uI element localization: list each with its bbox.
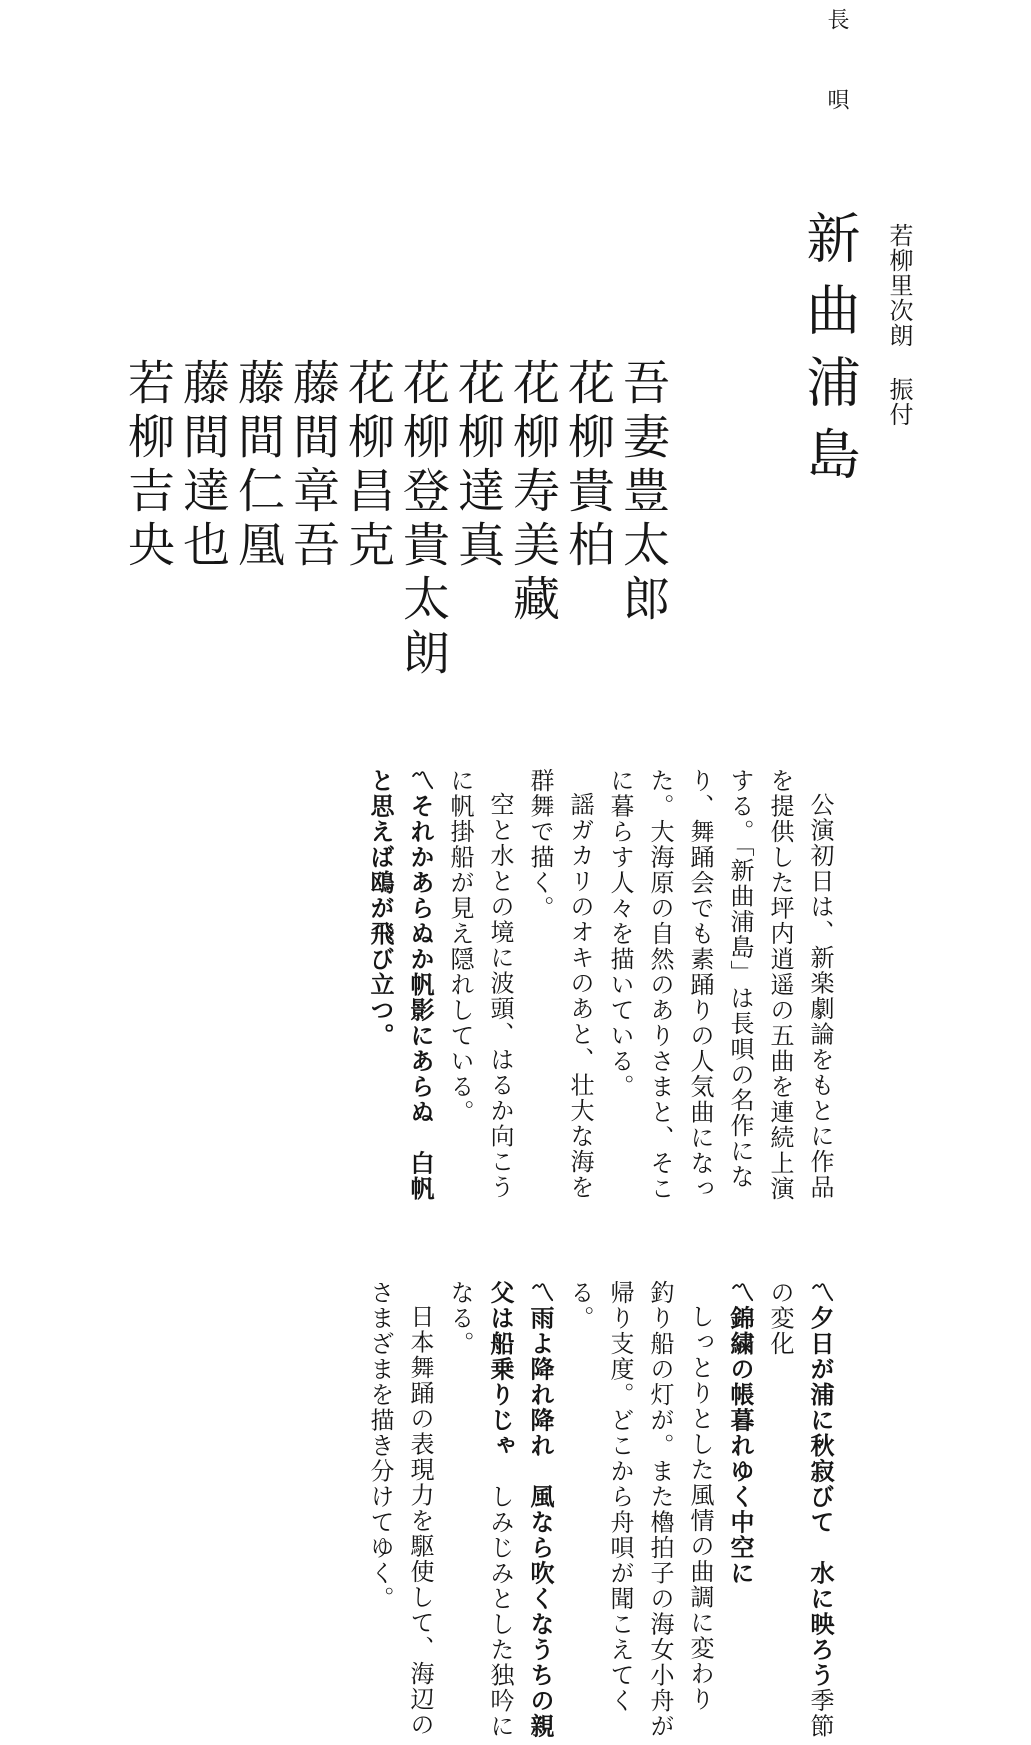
performer-name: 吾妻豊太郎: [615, 358, 670, 628]
performer-name: 花柳登貴太朗: [395, 358, 450, 682]
performer-name: 藤間章吾: [285, 358, 340, 574]
performer-name: 花柳寿美藏: [505, 358, 560, 628]
choreographer-credit: 若柳里次朗 振付: [885, 223, 913, 427]
paragraph: 謡ガカリのオキのあと、壮大な海を群舞で描く。: [526, 768, 594, 1200]
paragraph: 日本舞踊の表現力を駆使して、海辺のさまざまを描き分けてゆく。: [366, 1280, 434, 1738]
text-fragment: [486, 1459, 514, 1485]
lyric-line: 〽錦繍の帳暮れゆく中空に: [726, 1280, 755, 1586]
paragraph: 公演初日は、新楽劇論をもとに作品を提供した坪内逍遥の五曲を連続上演する。「新曲浦島」は長唄の名作になり、舞踊会でも素踊りの人気曲になった。大海原の自然のありさまと、そこに暮らす人々を描いている。: [606, 768, 834, 1202]
lyric-paragraph: [760, 1280, 840, 1745]
lyric-line: 〽雨よ降れ降れ 風なら吹くなうちの親父は船乗りじゃ: [486, 1280, 555, 1739]
description-block-1: [300, 768, 840, 1208]
paragraph: 空と水との境に波頭、はるか向こうに帆掛船が見え隠れしている。: [446, 768, 514, 1200]
text-fragment: しみじみとした独吟になる。: [446, 1280, 514, 1739]
genre-label: 長唄: [824, 8, 849, 168]
performer-name: 藤間仁凰: [230, 358, 285, 574]
lyric-line: 〽それかあらぬか帆影にあらぬ 白帆と思えば鴎が飛び立つ。: [366, 768, 435, 1202]
performer-name: 花柳貴柏: [560, 358, 615, 574]
performer-name: 花柳達真: [450, 358, 505, 574]
piece-title: 新曲浦島: [798, 210, 861, 498]
performer-list: [100, 358, 670, 698]
performer-name: 花柳昌克: [340, 358, 395, 574]
paragraph: しっとりとした風情の曲調に変わり 釣り船の灯が。また櫓拍子の海女小舟が帰り支度。どこから舟唄が聞こえてくる。: [566, 1280, 714, 1739]
performer-name: 藤間達也: [175, 358, 230, 574]
lyric-line: 〽夕日が浦に秋寂びて 水に映ろう: [806, 1280, 835, 1688]
description-block-2: [350, 1280, 840, 1745]
lyric-paragraph: [440, 1280, 560, 1745]
performer-name: 若柳吉央: [120, 358, 175, 574]
text-fragment: 季節の変化: [766, 1280, 834, 1739]
